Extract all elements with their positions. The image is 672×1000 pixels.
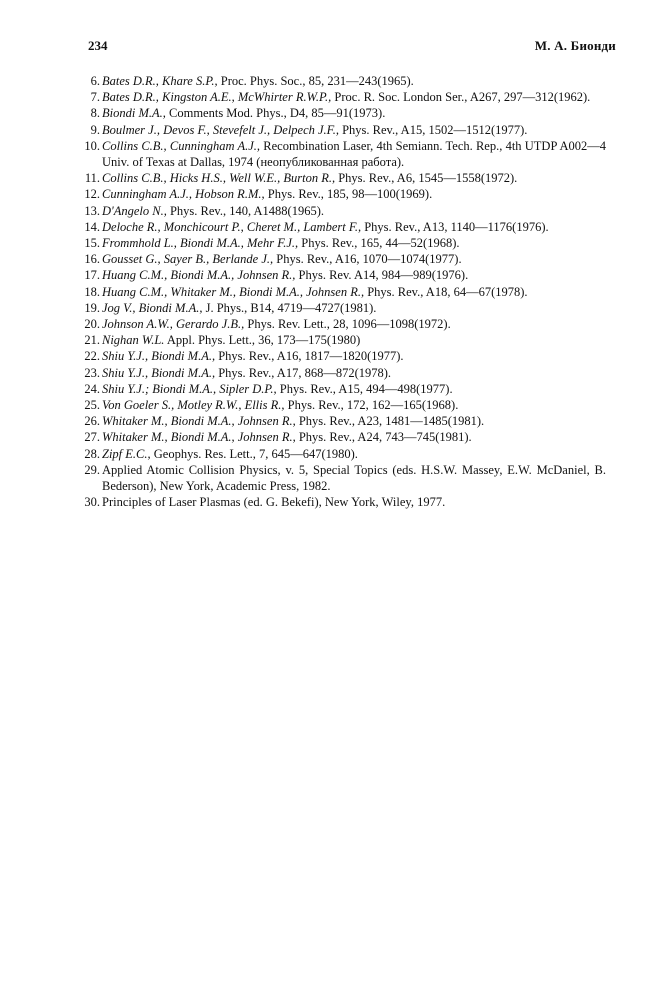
reference-citation: Phys. Rev., A17, 868—872(1978). [215, 365, 392, 380]
reference-number: 13. [84, 203, 100, 218]
reference-item [82, 170, 606, 186]
reference-authors: Collins C.B., Cunningham A.J., [102, 138, 261, 153]
reference-number: 15. [84, 236, 100, 251]
reference-citation: Applied Atomic Collision Physics, v. 5, Special Topics (eds. H.S.W. Massey, E.W. McDaniel, B. Bederson), New York, Academic Press, 1982. [102, 462, 606, 494]
reference-authors: Von Goeler S., Motley R.W., Ellis R., [102, 398, 285, 413]
reference-item [82, 203, 606, 219]
reference-item [82, 122, 606, 138]
reference-item [82, 365, 606, 381]
reference-number: 24. [84, 381, 100, 396]
reference-citation: Phys. Rev. A14, 984—989(1976). [295, 268, 469, 283]
reference-item [82, 462, 606, 494]
reference-authors: Deloche R., Monchicourt P., Cheret M., Lambert F., [102, 219, 362, 234]
reference-number: 26. [84, 414, 100, 429]
reference-citation: Phys. Rev., A24, 743—745(1981). [295, 430, 472, 445]
reference-item [82, 332, 606, 348]
reference-number: 30. [84, 495, 100, 510]
reference-authors: Huang C.M., Whitaker M., Biondi M.A., Johnsen R., [102, 284, 365, 299]
reference-citation: Proc. Phys. Soc., 85, 231—243(1965). [217, 74, 414, 88]
reference-number: 16. [84, 252, 100, 267]
reference-number: 21. [84, 333, 100, 348]
reference-citation: Phys. Rev., A15, 1502—1512(1977). [338, 122, 528, 137]
reference-authors: Johnson A.W., Gerardo J.B., [102, 317, 245, 332]
reference-number: 12. [84, 187, 100, 202]
reference-authors: Jog V., Biondi M.A., [102, 300, 203, 315]
reference-number: 18. [84, 284, 100, 299]
reference-item [82, 235, 606, 251]
reference-authors: Shiu Y.J.; Biondi M.A., Sipler D.P., [102, 381, 277, 396]
reference-citation: Phys. Rev., 165, 44—52(1968). [298, 236, 460, 251]
reference-item [82, 348, 606, 364]
reference-item [82, 446, 606, 462]
reference-number: 20. [84, 317, 100, 332]
reference-authors: Shiu Y.J., Biondi M.A., [102, 365, 216, 380]
reference-number: 14. [84, 219, 100, 234]
reference-item [82, 316, 606, 332]
reference-item [82, 251, 606, 267]
reference-citation: Proc. R. Soc. London Ser., A267, 297—312(1962). [331, 90, 591, 105]
reference-authors: Bates D.R., Khare S.P., [102, 74, 218, 88]
reference-authors: Nighan W.L. [102, 333, 165, 348]
reference-citation: Phys. Rev., A13, 1140—1176(1976). [361, 219, 549, 234]
reference-authors: D'Angelo N., [102, 203, 167, 218]
reference-authors: Bates D.R., Kingston A.E., McWhirter R.W.P., [102, 90, 332, 105]
reference-authors: Gousset G., Sayer B., Berlande J., [102, 252, 274, 267]
reference-item [82, 397, 606, 413]
reference-number: 29. [84, 462, 100, 477]
reference-item [82, 381, 606, 397]
reference-number: 17. [84, 268, 100, 283]
reference-number: 25. [84, 398, 100, 413]
reference-number: 23. [84, 365, 100, 380]
reference-authors: Whitaker M., Biondi M.A., Johnsen R., [102, 430, 296, 445]
reference-item [82, 89, 606, 105]
reference-list [82, 73, 606, 510]
reference-item [82, 267, 606, 283]
reference-number: 6. [90, 74, 100, 88]
running-head: М. А. Бионди [534, 38, 616, 53]
reference-number: 11. [84, 171, 100, 186]
reference-number: 28. [84, 446, 100, 461]
page-number: 234 [88, 38, 108, 53]
reference-citation: Geophys. Res. Lett., 7, 645—647(1980). [150, 446, 358, 461]
reference-citation: Phys. Rev., 172, 162—165(1968). [284, 398, 459, 413]
reference-number: 8. [90, 106, 100, 121]
reference-citation: Phys. Rev., A23, 1481—1485(1981). [295, 414, 485, 429]
reference-citation: Phys. Rev., 185, 98—100(1969). [264, 187, 433, 202]
reference-item [82, 300, 606, 316]
reference-item [82, 429, 606, 445]
reference-item [82, 186, 606, 202]
reference-item [82, 138, 606, 170]
reference-authors: Cunningham A.J., Hobson R.M., [102, 187, 265, 202]
reference-citation: Appl. Phys. Lett., 36, 173—175(1980) [164, 333, 361, 348]
reference-citation: Recombination Laser, 4th Semiann. Tech. Rep., 4th UTDP A002—4 Univ. of Texas at Dallas, 1974 (неопубликованная работа). [102, 138, 606, 170]
reference-authors: Biondi M.A., [102, 106, 166, 121]
reference-authors: Whitaker M., Biondi M.A., Johnsen R., [102, 414, 296, 429]
reference-number: 19. [84, 300, 100, 315]
reference-item [82, 105, 606, 121]
reference-authors: Zipf E.C., [102, 446, 151, 461]
reference-citation: Phys. Rev., A16, 1070—1074(1977). [273, 252, 462, 267]
reference-authors: Collins C.B., Hicks H.S., Well W.E., Burton R., [102, 171, 336, 186]
reference-number: 9. [90, 122, 100, 137]
reference-citation: Phys. Rev. Lett., 28, 1096—1098(1972). [244, 317, 451, 332]
reference-item [82, 413, 606, 429]
reference-number: 10. [84, 138, 100, 153]
reference-authors: Frommhold L., Biondi M.A., Mehr F.J., [102, 236, 299, 251]
reference-number: 22. [84, 349, 100, 364]
reference-citation: Phys. Rev., 140, A1488(1965). [166, 203, 325, 218]
reference-citation: Phys. Rev., A6, 1545—1558(1972). [335, 171, 518, 186]
reference-citation: Comments Mod. Phys., D4, 85—91(1973). [165, 106, 386, 121]
reference-authors: Shiu Y.J., Biondi M.A., [102, 349, 216, 364]
page-header [88, 38, 616, 58]
reference-number: 7. [90, 90, 100, 105]
reference-citation: Phys. Rev., A16, 1817—1820(1977). [215, 349, 404, 364]
reference-citation: Phys. Rev., A15, 494—498(1977). [276, 381, 453, 396]
reference-item [82, 284, 606, 300]
reference-number: 27. [84, 430, 100, 445]
reference-item [82, 219, 606, 235]
reference-citation: Phys. Rev., A18, 64—67(1978). [364, 284, 528, 299]
reference-item [82, 73, 606, 89]
reference-citation: J. Phys., B14, 4719—4727(1981). [202, 300, 377, 315]
reference-citation: Principles of Laser Plasmas (ed. G. Bekefi), New York, Wiley, 1977. [102, 495, 446, 510]
reference-authors: Huang C.M., Biondi M.A., Johnsen R., [102, 268, 296, 283]
reference-item [82, 494, 606, 510]
reference-authors: Boulmer J., Devos F., Stevefelt J., Delpech J.F., [102, 122, 339, 137]
